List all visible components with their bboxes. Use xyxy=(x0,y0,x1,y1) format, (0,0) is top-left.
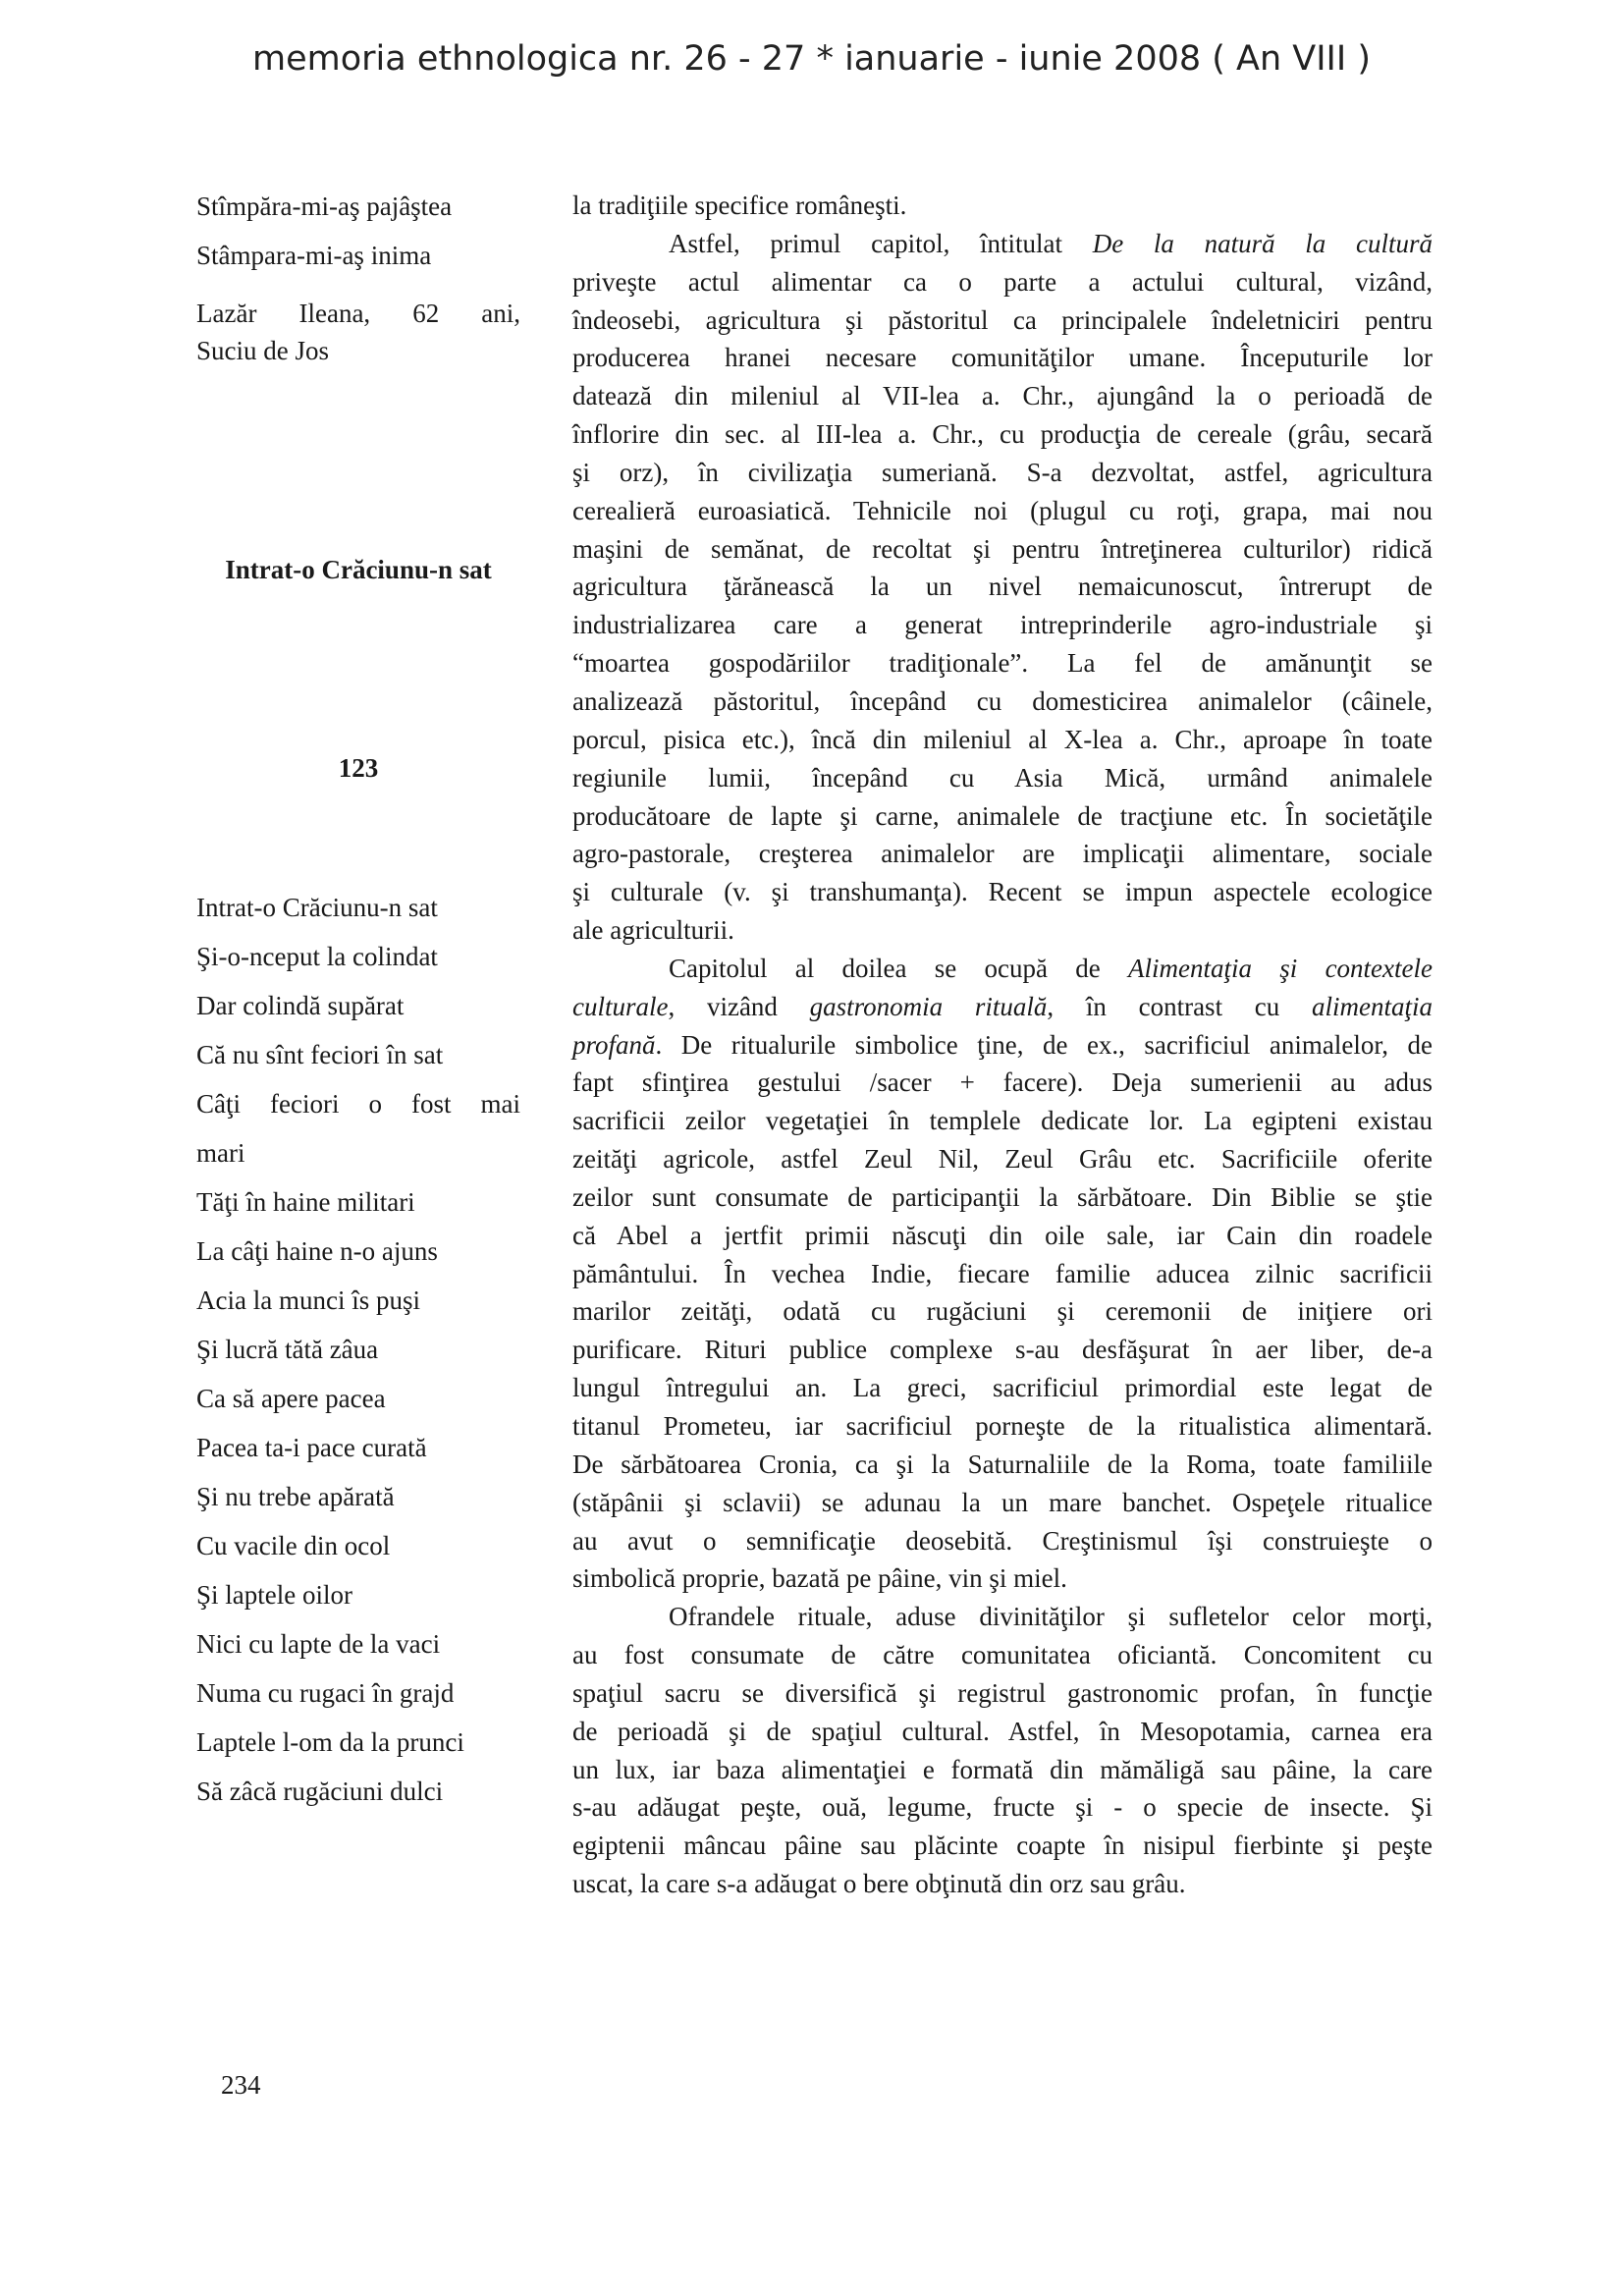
verse-line: Acia la munci îs puşi xyxy=(196,1285,420,1315)
verse-line: Cu vacile din ocol xyxy=(196,1531,391,1560)
text-line: cerealieră euroasiatică. Tehnicile noi (plugul cu roţi, grapa, mai nou xyxy=(572,495,1433,525)
text-line: fapt sfinţirea gestului /sacer + facere). Deja sumerienii au adus xyxy=(572,1067,1433,1098)
text-line: “moartea gospodăriilor tradiţionale”. La fel de amănunţit se xyxy=(572,648,1433,679)
song-number: 123 xyxy=(338,753,379,783)
text-line: zeilor sunt consumate de participanţii la sărbătoare. Din Biblie se ştie xyxy=(572,1181,1433,1212)
text-line: că Abel a jertfit primii născuţi din oile sale, iar Cain din roadele xyxy=(572,1220,1433,1250)
text-line: analizează păstoritul, începând cu domesticirea animalelor (câinele, xyxy=(572,685,1433,716)
verse-line: Nici cu lapte de la vaci xyxy=(196,1629,441,1659)
poem-verse-b xyxy=(196,890,520,1823)
text-line: egiptenii mâncau pâine sau plăcinte coapte în nisipul fierbinte şi peşte xyxy=(572,1831,1433,1861)
text-line: porcul, pisica etc.), încă din mileniul al X-lea a. Chr., aproape în toate xyxy=(572,724,1433,754)
text-line: producerea hranei necesare comunităţilor umane. Începuturile lor xyxy=(572,343,1433,373)
verse-line: Şi nu trebe apărată xyxy=(196,1482,395,1511)
text-line: (stăpânii şi sclavii) se adunau la un mare banchet. Ospeţele ritualice xyxy=(572,1487,1433,1517)
text-line: producătoare de lapte şi carne, animalele de tracţiune etc. În societăţile xyxy=(572,800,1433,831)
verse-line: Numa cu rugaci în grajd xyxy=(196,1678,455,1708)
verse-line: Dar colindă supărat xyxy=(196,991,405,1020)
text-line: sacrificii zeilor vegetaţiei în templele dedicate lor. La egipteni existau xyxy=(572,1106,1433,1136)
paragraph-first-line: Capitolul al doilea se ocupă de Alimentaţia şi contextele xyxy=(669,953,1433,983)
attribution-line: Suciu de Jos xyxy=(196,336,329,365)
text-line: purificare. Rituri publice complexe s-au desfăşurat în aer liber, de-a xyxy=(572,1335,1433,1365)
text-line: un lux, iar baza alimentaţiei e formată din mămăligă sau pâine, la care xyxy=(572,1754,1433,1784)
paragraph-first-line: Astfel, primul capitol, întitulat De la natură la cultură xyxy=(669,228,1433,258)
song-title: Intrat-o Crăciunu-n sat xyxy=(225,555,492,584)
verse-line: Să zâcă rugăciuni dulci xyxy=(196,1777,444,1806)
verse-line: Stâmpara-mi-aş inima xyxy=(196,241,432,270)
article-column xyxy=(572,189,1433,1905)
verse-line: Pacea ta-i pace curată xyxy=(196,1433,427,1462)
text-line: şi culturale (v. şi transhumanţa). Recent se impun aspectele ecologice xyxy=(572,877,1433,907)
text-line: ale agriculturii. xyxy=(572,915,734,946)
text-line: simbolică proprie, bazată pe pâine, vin şi miel. xyxy=(572,1563,1067,1594)
text-line: pământului. În vechea Indie, fiecare familie aducea zilnic sacrificii xyxy=(572,1258,1433,1288)
page-number: 234 xyxy=(221,2070,261,2100)
informant-attribution xyxy=(196,295,520,369)
paragraph-first-line: Ofrandele rituale, aduse divinităţilor şi sufletelor celor morţi, xyxy=(669,1602,1433,1632)
journal-header: memoria ethnologica nr. 26 - 27 * ianuarie - iunie 2008 ( An VIII ) xyxy=(252,39,1371,79)
text-line: au fost consumate de către comunitatea oficiantă. Concomitent cu xyxy=(572,1640,1433,1670)
text-line: De sărbătoarea Cronia, ca şi la Saturnaliile de la Roma, toate familiile xyxy=(572,1449,1433,1479)
verse-line: Şi-o-nceput la colindat xyxy=(196,942,438,971)
verse-line: Ca să apere pacea xyxy=(196,1384,386,1413)
verse-line: Stîmpăra-mi-aş pajâştea xyxy=(196,191,453,221)
verse-line: Câţi feciori o fost mai xyxy=(196,1089,520,1119)
verse-line: Intrat-o Crăciunu-n sat xyxy=(196,893,438,922)
text-line: şi orz), în civilizaţia sumeriană. S-a dezvoltat, astfel, agricultura xyxy=(572,457,1433,487)
text-line: datează din mileniul al VII-lea a. Chr., ajungând la o perioadă de xyxy=(572,381,1433,411)
text-line: înflorire din sec. al III-lea a. Chr., cu producţia de cereale (grâu, secară xyxy=(572,419,1433,450)
attribution-line: Lazăr Ileana, 62 ani, xyxy=(196,299,520,328)
verse-line: Laptele l-om da la prunci xyxy=(196,1727,464,1757)
text-line: marilor zeităţi, odată cu rugăciuni şi ceremonii de iniţiere ori xyxy=(572,1296,1433,1327)
text-line: agro-pastorale, creşterea animalelor are implicaţii alimentare, sociale xyxy=(572,839,1433,869)
verse-line: Că nu sînt feciori în sat xyxy=(196,1040,444,1069)
verse-line: Şi lucră tătă zâua xyxy=(196,1335,379,1364)
text-line: lungul întregului an. La greci, sacrificiul primordial este legat de xyxy=(572,1373,1433,1403)
text-line: agricultura ţărănească la un nivel nemaicunoscut, întrerupt de xyxy=(572,572,1433,602)
text-line: regiunile lumii, începând cu Asia Mică, urmând animalele xyxy=(572,762,1433,793)
text-line: îndeosebi, agricultura şi păstoritul ca principalele îndeletniciri pentru xyxy=(572,304,1433,335)
text-line: titanul Prometeu, iar sacrificiul porneşte de la ritualistica alimentară. xyxy=(572,1411,1433,1441)
poem-column xyxy=(196,189,520,1823)
verse-line: La câţi haine n-o ajuns xyxy=(196,1236,438,1266)
text-line: culturale, vizând gastronomia rituală, în contrast cu alimentaţia xyxy=(572,991,1433,1021)
text-line: maşini de semănat, de recoltat şi pentru întreţinerea culturilor) ridică xyxy=(572,533,1433,564)
text-line: au avut o semnificaţie deosebită. Creştinismul îşi construieşte o xyxy=(572,1525,1433,1556)
verse-line: mari xyxy=(196,1138,245,1168)
text-line: zeităţi agricole, astfel Zeul Nil, Zeul Grâu etc. Sacrificiile oferite xyxy=(572,1144,1433,1175)
text-line: de perioadă şi de spaţiul cultural. Astfel, în Mesopotamia, carnea era xyxy=(572,1716,1433,1746)
text-line: la tradiţiile specifice româneşti. xyxy=(572,191,907,220)
text-line: s-au adăugat peşte, ouă, legume, fructe şi - o specie de insecte. Şi xyxy=(572,1792,1433,1823)
text-line: uscat, la care s-a adăugat o bere obţinută din orz sau grâu. xyxy=(572,1869,1186,1899)
text-line: industrializarea care a generat intreprinderile agro-industriale şi xyxy=(572,610,1433,640)
verse-line: Şi laptele oilor xyxy=(196,1580,352,1610)
poem-verse-a xyxy=(196,189,520,287)
text-line: priveşte actul alimentar ca o parte a actului cultural, vizând, xyxy=(572,266,1433,297)
verse-line: Tăţi în haine militari xyxy=(196,1187,415,1217)
text-line: spaţiul sacru se diversifică şi registrul gastronomic profan, în funcţie xyxy=(572,1677,1433,1708)
text-line: profană. De ritualurile simbolice ţine, de ex., sacrificiul animalelor, de xyxy=(572,1029,1433,1060)
